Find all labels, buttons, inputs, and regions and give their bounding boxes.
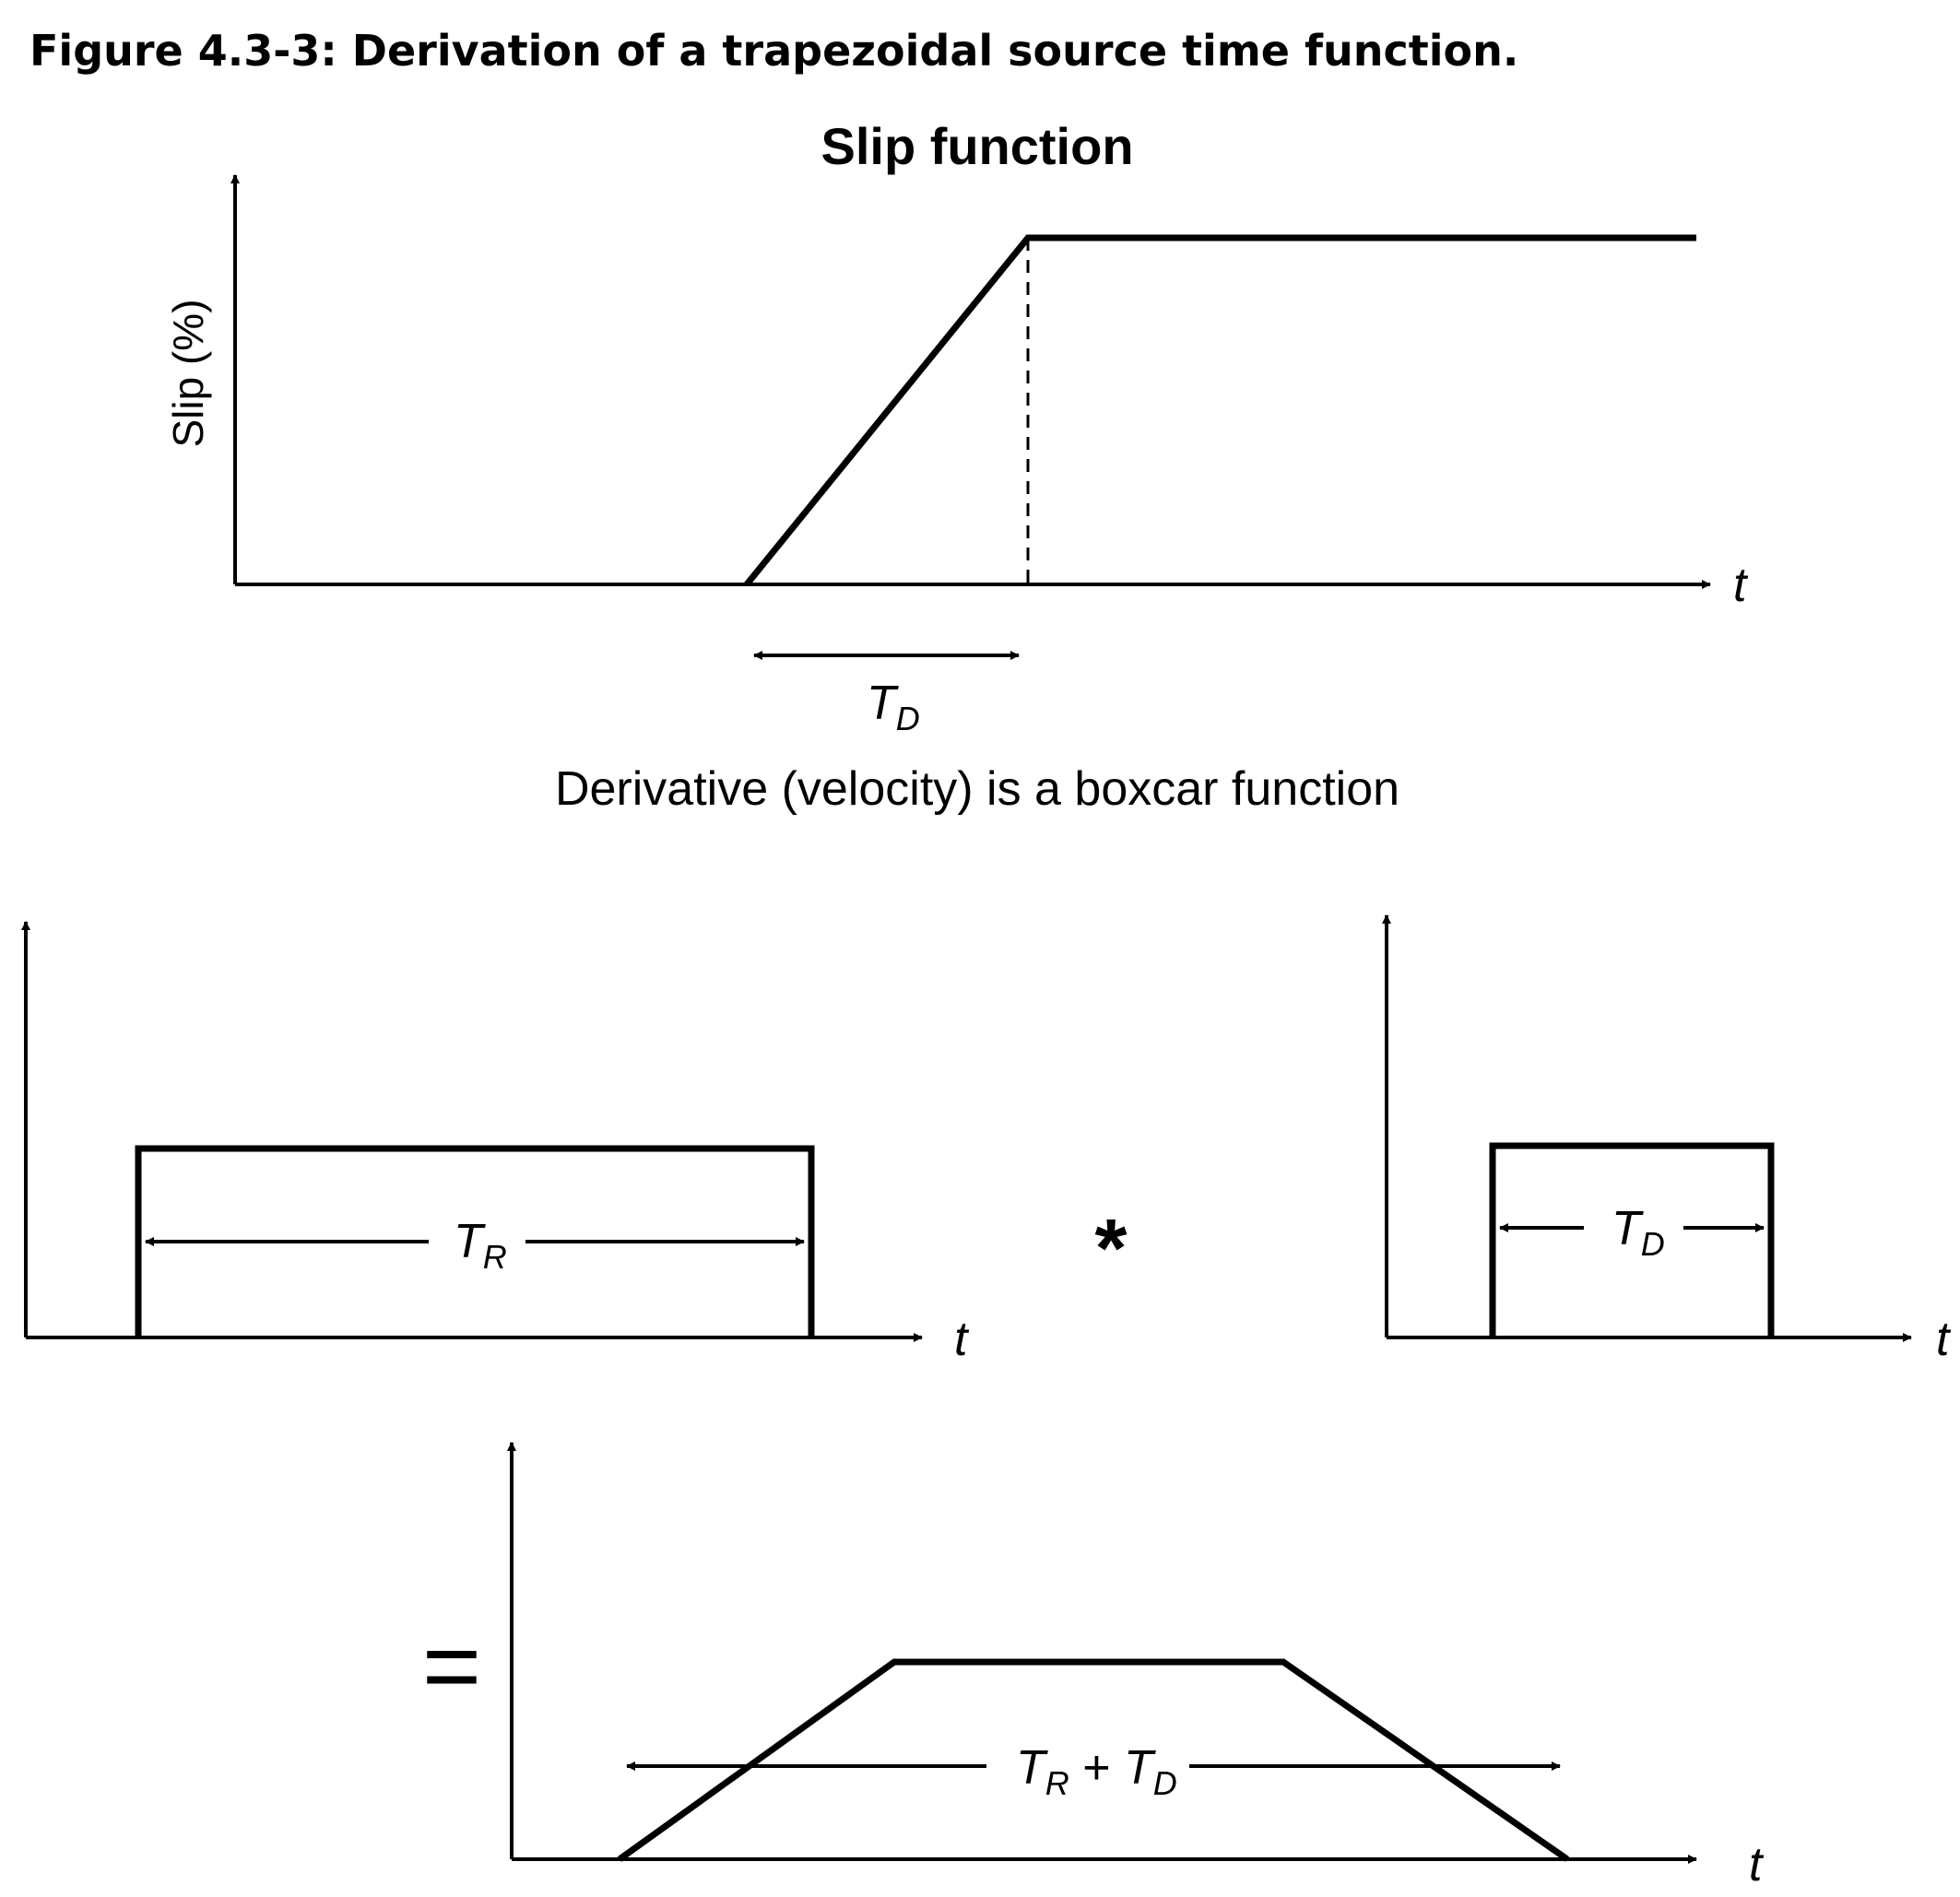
slip-function-panel [164, 117, 1749, 737]
slip-duration-label: $T_D$ [867, 677, 920, 737]
trapezoid-x-axis-label: t [1749, 1838, 1763, 1891]
slip-ramp-curve [747, 238, 1696, 584]
rupture-duration-label: $T_R$ [454, 1215, 507, 1276]
slip-x-axis-label: t [1733, 559, 1747, 612]
rupture-x-axis-label: t [954, 1313, 968, 1366]
slip-panel-title: Slip function [821, 117, 1134, 175]
figure-caption: Figure 4.3-3: Derivation of a trapezoidal source time function. [30, 26, 1519, 76]
trapezoid-duration-label: $T_R + T_D$ [1016, 1741, 1177, 1802]
dislocation-boxcar-panel [1387, 915, 1952, 1366]
dislocation-x-axis-label: t [1936, 1313, 1950, 1366]
rupture-boxcar-panel [26, 922, 970, 1366]
dislocation-duration-label: $T_D$ [1612, 1202, 1665, 1263]
convolution-symbol: * [1094, 1203, 1128, 1295]
equals-symbol: = [421, 1609, 482, 1723]
slip-y-axis-label: Slip (%) [164, 299, 212, 448]
derivative-caption: Derivative (velocity) is a boxcar function [554, 762, 1400, 816]
trapezoid-panel [512, 1443, 1765, 1891]
